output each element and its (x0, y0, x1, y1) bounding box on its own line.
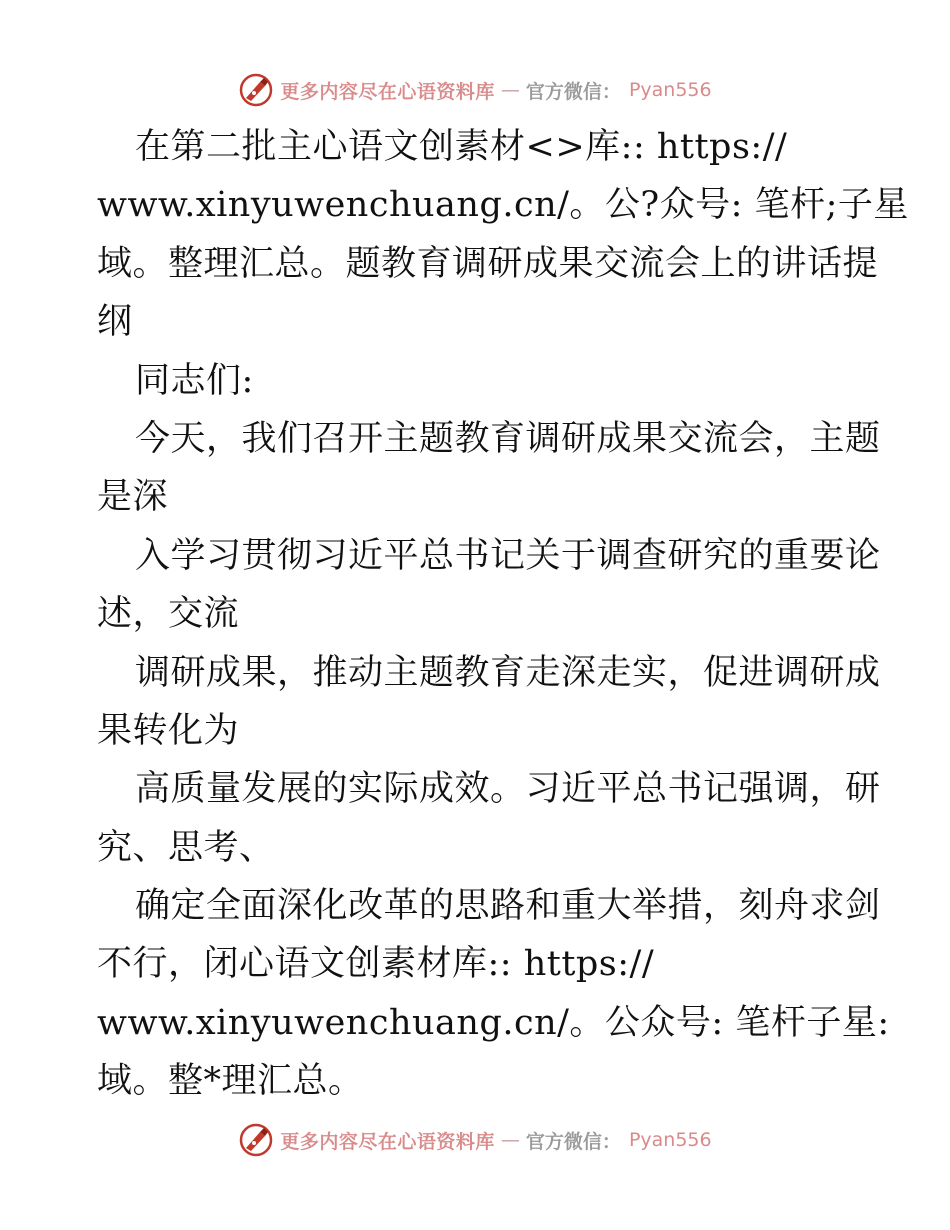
body-line: 调研成果，推动主题教育走深走实，促进调研成 (135, 652, 881, 693)
banner-dash: — (500, 1129, 520, 1151)
banner-main-text: 更多内容尽在心语资料库 (280, 1130, 495, 1153)
pen-nib-logo-icon (238, 1122, 274, 1158)
banner-official-label: 官方微信： (525, 1130, 621, 1153)
banner-dash: — (500, 79, 520, 101)
body-line: 究、思考、 (97, 827, 275, 868)
banner-wechat-id: Pyan556 (628, 1129, 712, 1151)
header-watermark-banner (0, 70, 950, 110)
footer-watermark-banner (0, 1120, 950, 1160)
body-line: 纲 (97, 302, 133, 343)
body-line: 确定全面深化改革的思路和重大举措，刻舟求剑 (135, 886, 881, 927)
body-line: www.xinyuwenchuang.cn/。公众号: 笔杆子星: (97, 1002, 890, 1043)
body-line: 高质量发展的实际成效。习近平总书记强调，研 (135, 769, 881, 810)
body-line: 域。整理汇总。题教育调研成果交流会上的讲话提 (97, 243, 879, 284)
body-line: 不行，闭心语文创素材库:: https:// (97, 944, 655, 985)
banner-main-text: 更多内容尽在心语资料库 (280, 80, 495, 103)
body-line: 入学习贯彻习近平总书记关于调查研究的重要论 (135, 535, 881, 576)
document-body (97, 118, 909, 1111)
pen-nib-logo-icon (238, 72, 274, 108)
body-line: 域。整*理汇总。 (97, 1061, 364, 1102)
body-line: 果转化为 (97, 710, 240, 751)
body-line: 述，交流 (97, 594, 240, 635)
salutation: 同志们: (135, 360, 254, 401)
body-line: 是深 (97, 477, 169, 518)
body-line: 今天，我们召开主题教育调研成果交流会，主题 (135, 418, 881, 459)
body-line: www.xinyuwenchuang.cn/。公?众号: 笔杆;子星 (97, 185, 909, 226)
banner-wechat-id: Pyan556 (628, 79, 712, 101)
body-line: 在第二批主心语文创素材<>库:: https:// (135, 127, 788, 167)
banner-official-label: 官方微信： (525, 80, 621, 103)
